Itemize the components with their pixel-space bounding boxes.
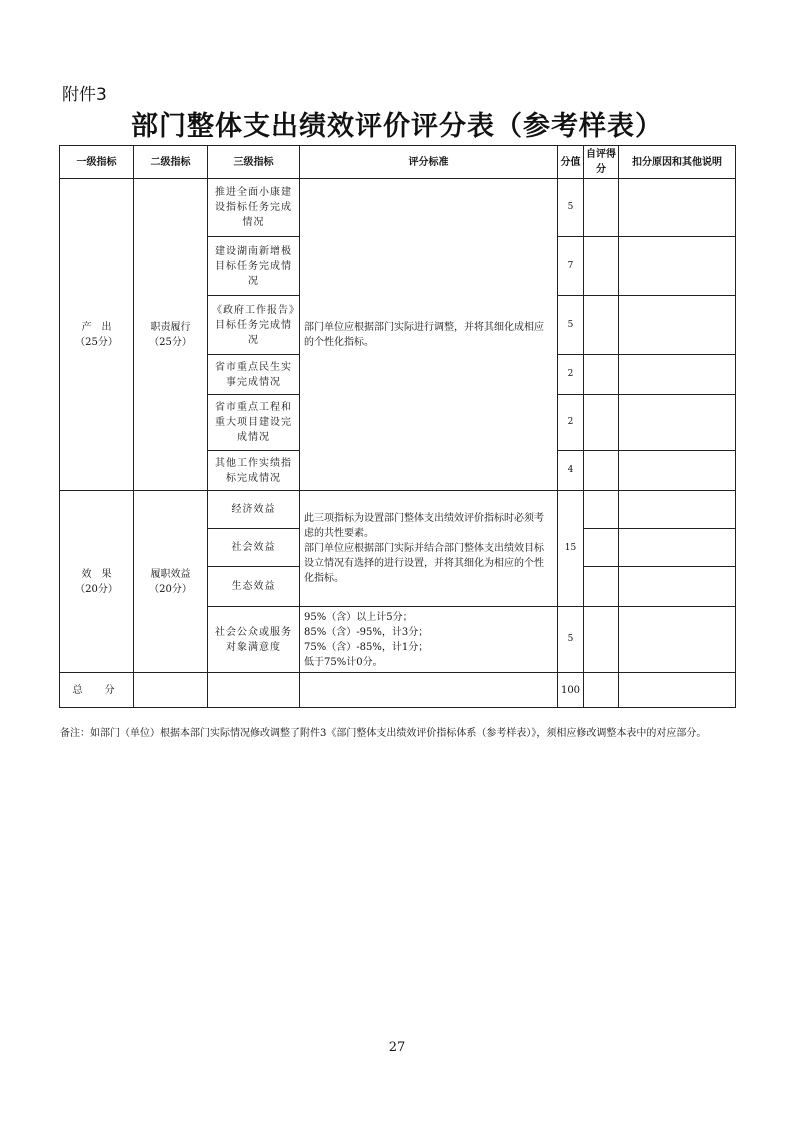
header-criteria: 评分标准 [300,146,558,179]
remarks-cell [619,296,736,355]
score-cell: 2 [558,395,584,451]
benefit-criteria-2: 部门单位应根据部门实际并结合部门整体支出绩效目标设立情况有选择的进行设置，并将其细化为相应的个性化指标。 [304,543,544,584]
remarks-cell [619,355,736,395]
score-cell: 4 [558,451,584,491]
remarks-cell [619,237,736,296]
benefit-criteria-cell [300,491,558,607]
output-criteria-cell: 部门单位应根据部门实际进行调整，并将其细化成相应的个性化指标。 [300,179,558,491]
benefit-score-cell: 15 [558,491,584,607]
level3-cell: 其他工作实绩指标完成情况 [208,451,300,491]
score-cell: 2 [558,355,584,395]
score-cell: 5 [558,607,584,673]
criteria-line: 85%（含）-95%，计3分； [304,626,429,638]
criteria-line: 低于75%计0分。 [304,656,383,668]
self-score-cell [584,451,619,491]
total-label: 总 分 [60,673,134,708]
output-level2-cell [134,179,208,491]
benefit-criteria-1: 此三项指标为设置部门整体支出绩效评价指标时必须考虑的共性要素。 [304,513,544,539]
table-row [60,491,736,529]
header-score: 分值 [558,146,584,179]
remarks-cell [619,529,736,567]
effect-level2: 履职效益 [150,568,191,580]
effect-level1-points: （20分） [75,583,118,595]
satisfaction-criteria-cell [300,607,558,673]
header-self-score: 自评得分 [584,146,619,179]
remarks-cell [619,491,736,529]
level3-cell: 省市重点民生实事完成情况 [208,355,300,395]
output-level1-points: （25分） [75,336,118,348]
criteria-line: 95%（含）以上计5分； [304,611,413,623]
header-level3: 三级指标 [208,146,300,179]
output-level1: 产 出 [81,321,112,333]
level3-cell: 《政府工作报告》目标任务完成情况 [208,296,300,355]
effect-level1: 效 果 [81,568,112,580]
empty-cell [134,673,208,708]
output-level2: 职责履行 [150,321,191,333]
header-remarks: 扣分原因和其他说明 [619,146,736,179]
level3-cell: 经济效益 [208,491,300,529]
self-score-cell [584,179,619,237]
self-score-cell [584,607,619,673]
criteria-line: 75%（含）-85%，计1分； [304,641,429,653]
remarks-cell [619,673,736,708]
score-table [59,145,736,708]
header-level1: 一级指标 [60,146,134,179]
total-row [60,673,736,708]
remarks-cell [619,567,736,607]
output-level2-points: （25分） [149,336,192,348]
level3-cell: 建设湖南新增极目标任务完成情况 [208,237,300,296]
remarks-cell [619,451,736,491]
header-row [60,146,736,179]
level3-cell: 推进全面小康建设指标任务完成情况 [208,179,300,237]
self-score-cell [584,491,619,529]
table-row [60,179,736,237]
score-cell: 5 [558,179,584,237]
empty-cell [300,673,558,708]
level3-cell: 社会公众或服务对象满意度 [208,607,300,673]
total-score: 100 [558,673,584,708]
score-cell: 7 [558,237,584,296]
attachment-label: 附件3 [62,85,107,105]
level3-cell: 社会效益 [208,529,300,567]
remarks-cell [619,607,736,673]
self-score-cell [584,296,619,355]
level3-cell: 省市重点工程和重大项目建设完成情况 [208,395,300,451]
effect-level2-cell [134,491,208,673]
self-score-cell [584,237,619,296]
footnote: 备注：如部门（单位）根据本部门实际情况修改调整了附件3《部门整体支出绩效评价指标体系（参考样表）》，须相应修改调整本表中的对应部分。 [60,728,707,739]
self-score-cell [584,567,619,607]
document-title: 部门整体支出绩效评价评分表（参考样表） [131,111,663,142]
effect-level1-cell [60,491,134,673]
self-score-cell [584,395,619,451]
score-cell: 5 [558,296,584,355]
output-level1-cell [60,179,134,491]
remarks-cell [619,179,736,237]
self-score-cell [584,355,619,395]
level3-cell: 生态效益 [208,567,300,607]
self-score-cell [584,673,619,708]
self-score-cell [584,529,619,567]
page-number: 27 [388,1040,406,1055]
empty-cell [208,673,300,708]
header-level2: 二级指标 [134,146,208,179]
effect-level2-points: （20分） [149,583,192,595]
remarks-cell [619,395,736,451]
